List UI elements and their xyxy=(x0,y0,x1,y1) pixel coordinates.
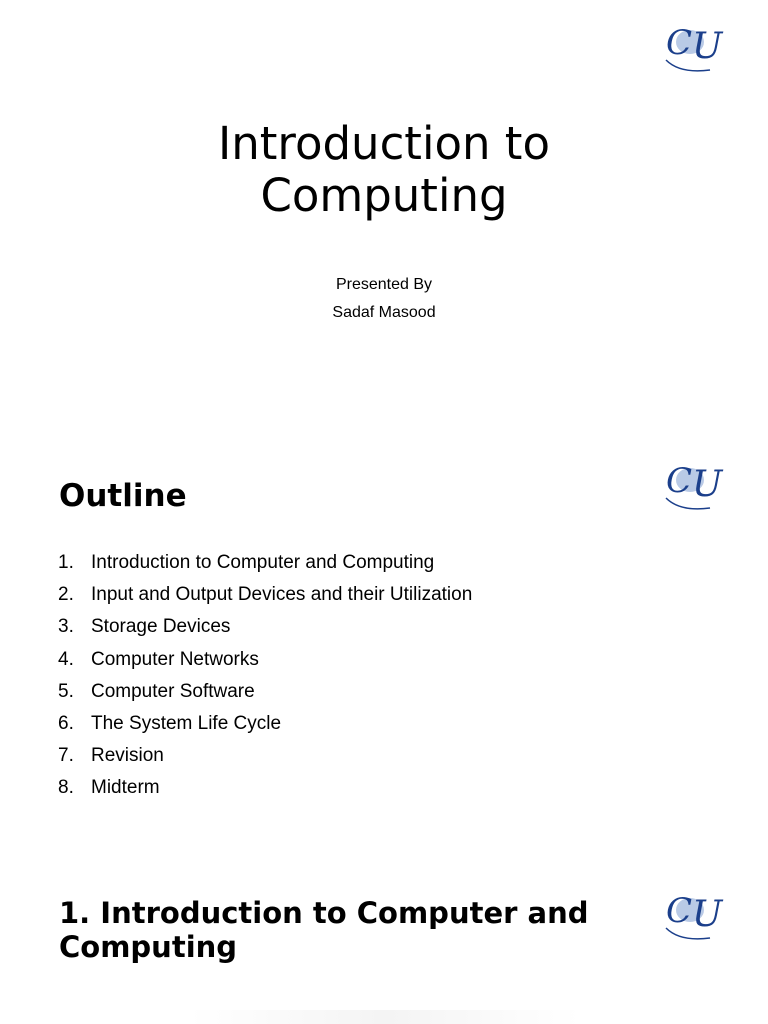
city-university-logo xyxy=(660,12,740,84)
list-item xyxy=(58,644,472,676)
item-number: 4. xyxy=(58,648,74,670)
item-text: Computer Software xyxy=(91,680,255,702)
logo-graphic xyxy=(660,880,740,952)
list-item xyxy=(58,676,472,708)
item-number: 3. xyxy=(58,616,74,638)
presented-by-label: Presented By xyxy=(335,276,433,293)
city-university-logo xyxy=(660,880,740,952)
list-item xyxy=(58,772,472,804)
logo-letter-u: U xyxy=(692,464,723,505)
logo-graphic xyxy=(660,450,740,522)
list-item xyxy=(58,611,472,643)
list-item xyxy=(58,708,472,740)
logo-letter-u: U xyxy=(692,26,723,67)
item-number: 6. xyxy=(58,712,74,734)
section-heading-line-1: 1. Introduction to Computer and xyxy=(59,896,589,930)
item-number: 8. xyxy=(58,777,74,799)
item-text: The System Life Cycle xyxy=(91,712,282,734)
logo-letters: C xyxy=(666,23,693,63)
logo-letters: C xyxy=(666,891,693,931)
outline-heading: Outline xyxy=(59,478,187,514)
item-number: 7. xyxy=(58,745,74,767)
list-item xyxy=(58,547,472,579)
item-text: Input and Output Devices and their Utilization xyxy=(91,584,473,606)
section-heading xyxy=(59,896,659,964)
city-university-logo xyxy=(660,450,740,522)
item-number: 1. xyxy=(58,552,74,573)
outline-slide xyxy=(0,440,768,840)
presenter-name: Sadaf Masood xyxy=(332,304,436,321)
item-text: Midterm xyxy=(91,777,160,799)
slide-title xyxy=(0,118,768,222)
item-text: Introduction to Computer and Computing xyxy=(91,552,435,573)
outline-list xyxy=(58,547,472,805)
logo-letters: C xyxy=(666,461,693,501)
logo-letter-u: U xyxy=(692,894,723,935)
logo-graphic xyxy=(660,12,740,84)
item-number: 2. xyxy=(58,584,74,606)
slide-subtitle xyxy=(0,271,768,327)
item-text: Computer Networks xyxy=(91,648,259,670)
title-line-2: Computing xyxy=(260,169,508,222)
section-heading-line-2: Computing xyxy=(59,930,238,964)
list-item xyxy=(58,740,472,772)
item-text: Storage Devices xyxy=(91,616,231,638)
list-item xyxy=(58,579,472,611)
title-line-1: Introduction to xyxy=(218,117,550,170)
section-slide xyxy=(0,860,768,1024)
title-slide xyxy=(0,0,768,430)
faint-image-edge xyxy=(190,1010,580,1024)
item-number: 5. xyxy=(58,680,74,702)
item-text: Revision xyxy=(91,745,164,767)
